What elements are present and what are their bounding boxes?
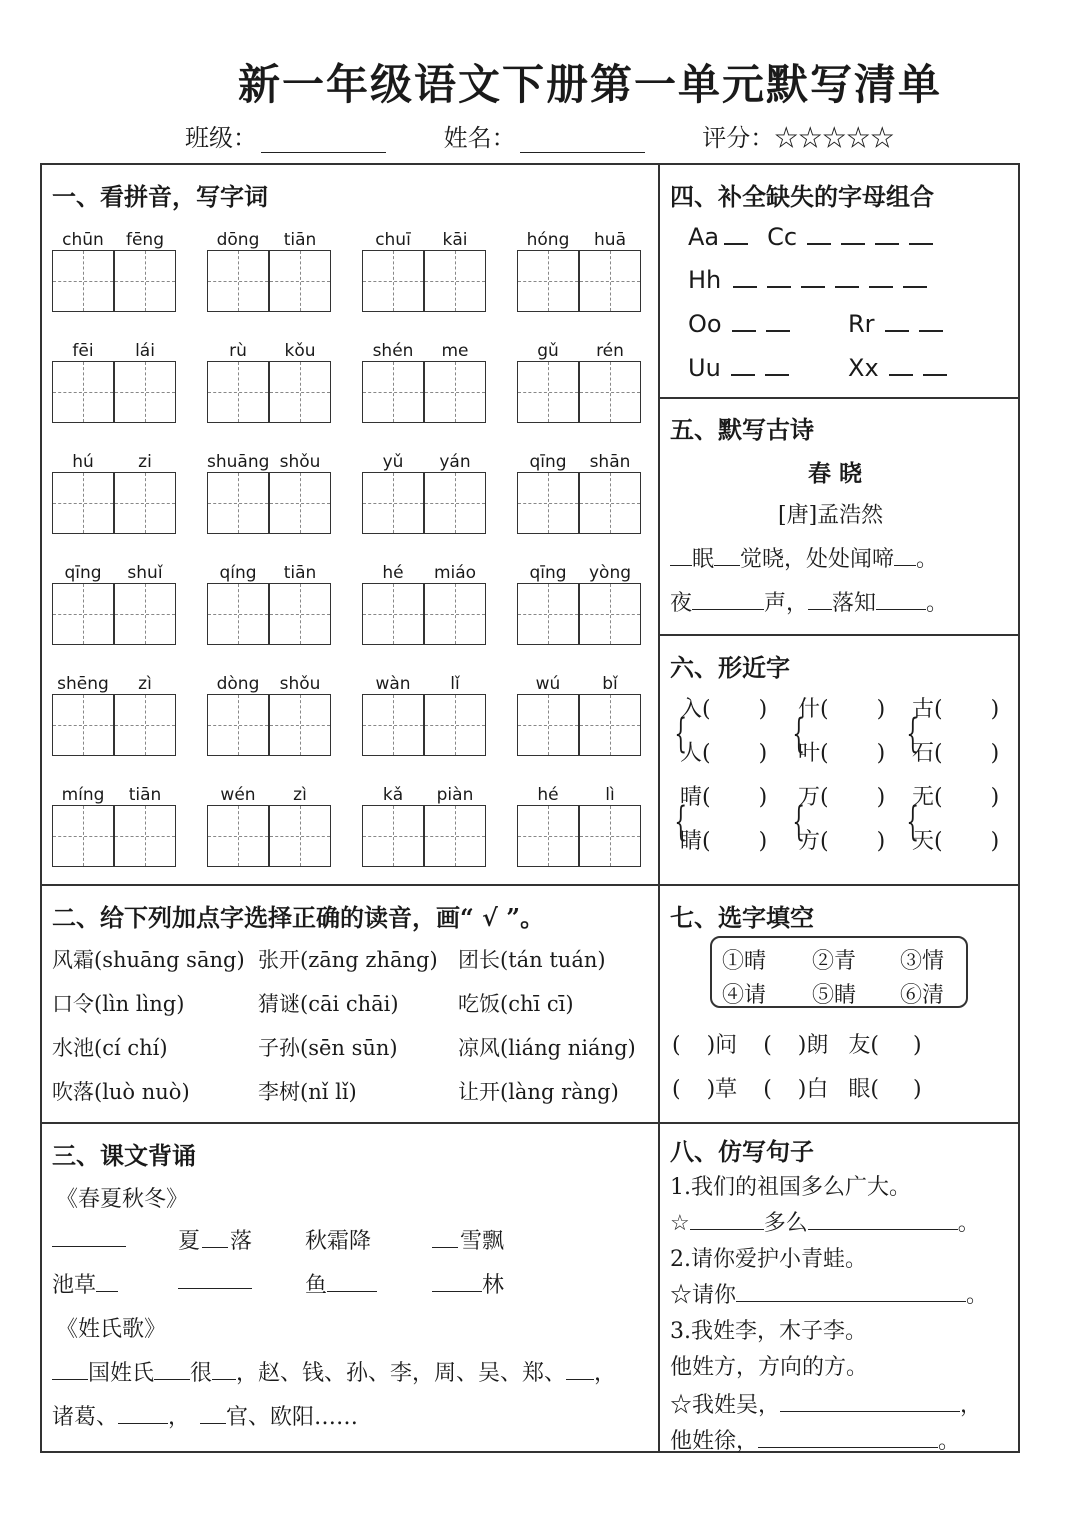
pinyin-label: zi <box>138 452 152 472</box>
option-item: ②青 <box>812 949 857 974</box>
writing-grid-box[interactable] <box>114 694 176 756</box>
letter-row: Rr <box>848 310 948 338</box>
pronunciation-item[interactable]: 张开(zāng zhāng) <box>258 948 438 972</box>
letter-row: Aa Cc <box>688 223 938 251</box>
writing-grid-box[interactable] <box>114 583 176 645</box>
option-item: ③情 <box>900 949 945 974</box>
imitate-line-2: ☆请你 。 <box>670 1283 989 1308</box>
class-blank[interactable] <box>261 128 386 153</box>
pinyin-label: wàn <box>375 674 411 694</box>
writing-grid-box[interactable] <box>517 250 579 312</box>
writing-grid-box[interactable] <box>114 805 176 867</box>
writing-grid-box[interactable] <box>207 805 269 867</box>
pinyin-label: shǒu <box>279 674 321 694</box>
writing-grid-box[interactable] <box>579 583 641 645</box>
writing-grid-box[interactable] <box>207 472 269 534</box>
writing-grid-box[interactable] <box>424 805 486 867</box>
pinyin-label: shǒu <box>279 452 321 472</box>
writing-grid-box[interactable] <box>362 250 424 312</box>
writing-grid-box[interactable] <box>579 805 641 867</box>
option-item: ⑥清 <box>900 983 945 1008</box>
imitate-line-3: ☆我姓吴， ， <box>670 1393 983 1418</box>
brace-icon: { <box>674 799 688 845</box>
letter-row: Xx <box>848 354 952 382</box>
similar-char-item[interactable]: 万( ) <box>798 785 886 810</box>
pinyin-label: hóng <box>526 230 570 250</box>
writing-grid-box[interactable] <box>52 583 114 645</box>
writing-grid-box[interactable] <box>362 583 424 645</box>
pinyin-label: dòng <box>216 674 260 694</box>
writing-grid-box[interactable] <box>424 250 486 312</box>
imitate-line-4: 他姓徐， 。 <box>670 1429 961 1454</box>
writing-grid-box[interactable] <box>424 361 486 423</box>
similar-char-item[interactable]: 晴( ) <box>680 785 768 810</box>
brace-icon: { <box>906 711 920 757</box>
pinyin-label: tiān <box>128 785 162 805</box>
example-sentence-1: 1.我们的祖国多么广大。 <box>670 1175 911 1200</box>
student-info-line <box>185 118 894 153</box>
option-item: ①晴 <box>722 949 767 974</box>
pinyin-label: miáo <box>433 563 477 583</box>
letter-row: Hh <box>688 266 932 294</box>
pronunciation-item[interactable]: 凉风(liáng niáng) <box>458 1036 636 1060</box>
fill-row-1: ( )问 ( )朗 友( ) <box>672 1033 922 1058</box>
writing-grid-box[interactable] <box>517 361 579 423</box>
pronunciation-item[interactable]: 猜谜(cāi chāi) <box>258 992 399 1016</box>
pinyin-label: shuǐ <box>127 563 163 583</box>
writing-grid-box[interactable] <box>52 472 114 534</box>
writing-grid-box[interactable] <box>269 805 331 867</box>
pinyin-label: shuāng <box>207 452 270 472</box>
letter-row: Uu <box>688 354 794 382</box>
section-6-title: 六、形近字 <box>670 653 790 682</box>
poem-title-chunxiaqiudong: 《春夏秋冬》 <box>56 1187 189 1212</box>
class-label: 班级： <box>185 124 257 152</box>
pinyin-label: hé <box>537 785 559 805</box>
brace-icon: { <box>674 711 688 757</box>
example-sentence-4: 他姓方，方向的方。 <box>670 1355 869 1380</box>
pinyin-label: shén <box>372 341 414 361</box>
page-title: 新一年级语文下册第一单元默写清单 <box>237 60 942 109</box>
section-7-title: 七、选字填空 <box>670 903 814 932</box>
pinyin-label: wú <box>535 674 561 694</box>
recite-text: 林 <box>432 1268 504 1299</box>
pinyin-label: hú <box>72 452 94 472</box>
recite-blank[interactable] <box>52 1226 126 1253</box>
pinyin-label: wén <box>220 785 256 805</box>
pinyin-label: shān <box>589 452 631 472</box>
pinyin-label: qīng <box>529 563 567 583</box>
writing-grid-box[interactable] <box>114 361 176 423</box>
writing-grid-box[interactable] <box>517 472 579 534</box>
similar-char-item[interactable]: 石( ) <box>912 741 1000 766</box>
pinyin-label: yòng <box>588 563 632 583</box>
example-sentence-2: 2.请你爱护小青蛙。 <box>670 1247 867 1272</box>
section-5-title: 五、默写古诗 <box>670 415 814 444</box>
brace-icon: { <box>792 711 806 757</box>
writing-grid-box[interactable] <box>517 694 579 756</box>
letter-row: Oo <box>688 310 795 338</box>
option-item: ⑤睛 <box>812 983 857 1008</box>
writing-grid-box[interactable] <box>52 694 114 756</box>
pinyin-label: huā <box>594 230 626 250</box>
brace-icon: { <box>906 799 920 845</box>
divider-s4-s5 <box>658 397 1020 399</box>
poem-line-1: 眠 觉晓，处处闻啼 。 <box>670 542 938 573</box>
pinyin-label: tiān <box>283 563 317 583</box>
writing-grid-box[interactable] <box>362 361 424 423</box>
pinyin-label: chūn <box>62 230 104 250</box>
writing-grid-box[interactable] <box>579 472 641 534</box>
pinyin-label: yán <box>439 452 471 472</box>
pinyin-label: chuī <box>375 230 411 250</box>
section-3-title: 三、课文背诵 <box>52 1141 196 1170</box>
divider-s7-s8 <box>658 1122 1020 1124</box>
brace-icon: { <box>792 799 806 845</box>
recite-text: 鱼 <box>305 1268 377 1299</box>
writing-grid-box[interactable] <box>269 694 331 756</box>
similar-char-item[interactable]: 叶( ) <box>798 741 886 766</box>
pinyin-label: lái <box>135 341 155 361</box>
pinyin-label: hé <box>382 563 404 583</box>
writing-grid-box[interactable] <box>114 250 176 312</box>
writing-grid-box[interactable] <box>269 250 331 312</box>
pinyin-label: kāi <box>442 230 468 250</box>
recite-text: 秋霜降 <box>305 1229 372 1254</box>
pinyin-label: qīng <box>64 563 102 583</box>
recite-text: 雪飘 <box>432 1224 504 1255</box>
similar-char-item[interactable]: 天( ) <box>912 829 1000 854</box>
writing-grid-box[interactable] <box>362 694 424 756</box>
fill-row-2: ( )草 ( )白 眼( ) <box>672 1077 922 1102</box>
pinyin-label: míng <box>61 785 105 805</box>
pinyin-label: gǔ <box>537 341 559 361</box>
similar-char-item[interactable]: 古( ) <box>912 697 1000 722</box>
divider-s2-s3 <box>40 1122 660 1124</box>
similar-char-item[interactable]: 睛( ) <box>680 829 768 854</box>
section-1-title: 一、看拼音，写字词 <box>52 182 268 211</box>
example-sentence-3: 3.我姓李，木子李。 <box>670 1319 867 1344</box>
imitate-line-1: ☆ 多么 。 <box>670 1211 980 1236</box>
pinyin-label: lǐ <box>450 674 460 694</box>
pinyin-label: fēng <box>125 230 164 250</box>
pronunciation-item[interactable]: 让开(làng ràng) <box>458 1080 619 1104</box>
writing-grid-box[interactable] <box>579 250 641 312</box>
writing-grid-box[interactable] <box>269 361 331 423</box>
similar-char-item[interactable]: 人( ) <box>680 741 768 766</box>
similar-char-item[interactable]: 什( ) <box>798 697 886 722</box>
divider-s5-s6 <box>658 634 1020 636</box>
pinyin-label: bǐ <box>602 674 618 694</box>
writing-grid-box[interactable] <box>517 583 579 645</box>
pinyin-label: zì <box>138 674 152 694</box>
writing-grid-box[interactable] <box>362 472 424 534</box>
pronunciation-item[interactable]: 口令(lìn lìng) <box>52 992 185 1016</box>
recite-blank[interactable] <box>178 1268 252 1295</box>
option-item: ④请 <box>722 983 767 1008</box>
pronunciation-item[interactable]: 风霜(shuāng sāng) <box>52 948 245 972</box>
pinyin-label: shēng <box>57 674 109 694</box>
writing-grid-box[interactable] <box>579 361 641 423</box>
pronunciation-item[interactable]: 吃饭(chī cī) <box>458 992 574 1016</box>
recite-text: 池草 <box>52 1268 118 1299</box>
pinyin-label: kǒu <box>284 341 316 361</box>
similar-char-item[interactable]: 无( ) <box>912 785 1000 810</box>
divider-s6-s7 <box>658 884 1020 886</box>
score-label: 评分：☆☆☆☆☆ <box>702 124 895 152</box>
writing-grid-box[interactable] <box>207 361 269 423</box>
pinyin-label: zì <box>293 785 307 805</box>
writing-grid-box[interactable] <box>269 583 331 645</box>
name-blank[interactable] <box>520 128 645 153</box>
divider-s1-s2 <box>40 884 660 886</box>
pronunciation-item[interactable]: 团长(tán tuán) <box>458 948 606 972</box>
pronunciation-item[interactable]: 李树(nǐ lǐ) <box>258 1080 357 1104</box>
writing-grid-box[interactable] <box>52 250 114 312</box>
writing-grid-box[interactable] <box>424 583 486 645</box>
writing-grid-box[interactable] <box>207 583 269 645</box>
name-label: 姓名： <box>443 124 516 152</box>
similar-char-item[interactable]: 入( ) <box>680 697 768 722</box>
pinyin-label: lì <box>605 785 615 805</box>
writing-grid-box[interactable] <box>517 805 579 867</box>
poem-author: [唐]孟浩然 <box>778 503 884 528</box>
poem-title-xingshige: 《姓氏歌》 <box>56 1317 167 1342</box>
recite-line: 国姓氏 很 ，赵、钱、孙、李，周、吴、郑、 ， <box>52 1356 616 1387</box>
recite-text: 夏 落 <box>178 1229 253 1254</box>
pinyin-label: fēi <box>72 341 94 361</box>
pronunciation-item[interactable]: 吹落(luò nuò) <box>52 1080 190 1104</box>
pinyin-label: rù <box>229 341 247 361</box>
pinyin-label: kǎ <box>382 785 404 805</box>
pinyin-label: rén <box>596 341 624 361</box>
writing-grid-box[interactable] <box>207 694 269 756</box>
pronunciation-item[interactable]: 水池(cí chí) <box>52 1036 168 1060</box>
section-8-title: 八、仿写句子 <box>670 1137 814 1166</box>
pinyin-label: tiān <box>283 230 317 250</box>
pronunciation-item[interactable]: 子孙(sēn sūn) <box>258 1036 398 1060</box>
writing-grid-box[interactable] <box>52 361 114 423</box>
writing-grid-box[interactable] <box>52 805 114 867</box>
poem-line-2: 夜 声， 落知 。 <box>670 591 949 616</box>
pinyin-label: qíng <box>219 563 257 583</box>
writing-grid-box[interactable] <box>362 805 424 867</box>
writing-grid-box[interactable] <box>114 472 176 534</box>
writing-grid-box[interactable] <box>269 472 331 534</box>
pinyin-label: dōng <box>216 230 260 250</box>
recite-line: 诸葛、 ， 官、欧阳…… <box>52 1405 359 1430</box>
pinyin-label: me <box>441 341 469 361</box>
pinyin-label: yǔ <box>382 452 404 472</box>
writing-grid-box[interactable] <box>579 694 641 756</box>
writing-grid-box[interactable] <box>207 250 269 312</box>
pinyin-label: qīng <box>529 452 567 472</box>
writing-grid-box[interactable] <box>424 694 486 756</box>
writing-grid-box[interactable] <box>424 472 486 534</box>
similar-char-item[interactable]: 方( ) <box>798 829 886 854</box>
section-2-title: 二、给下列加点字选择正确的读音，画“ √ ”。 <box>52 903 545 932</box>
poem-title-chunxiao: 春 晓 <box>808 460 863 487</box>
section-4-title: 四、补全缺失的字母组合 <box>670 182 934 211</box>
column-divider <box>658 163 660 1453</box>
pinyin-label: piàn <box>436 785 474 805</box>
